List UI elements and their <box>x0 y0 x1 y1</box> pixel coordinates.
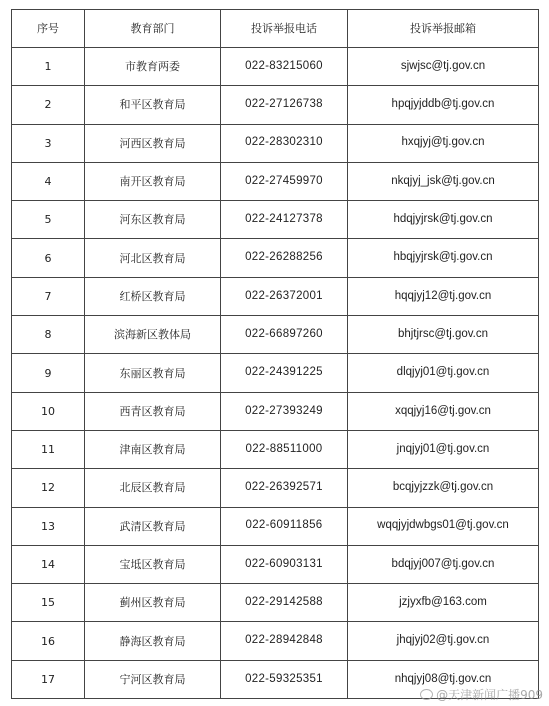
row-email: hxqjyj@tj.gov.cn <box>348 124 539 162</box>
row-email: jhqjyj02@tj.gov.cn <box>348 622 539 660</box>
row-department: 滨海新区教体局 <box>85 316 221 354</box>
row-index: 1 <box>12 48 85 86</box>
row-department: 宁河区教育局 <box>85 660 221 698</box>
table-row <box>12 354 539 392</box>
table-row <box>12 201 539 239</box>
row-phone: 022-66897260 <box>221 316 348 354</box>
row-department: 红桥区教育局 <box>85 277 221 315</box>
row-email: wqqjyjdwbgs01@tj.gov.cn <box>348 507 539 545</box>
row-index: 6 <box>12 239 85 277</box>
header-index: 序号 <box>12 10 85 48</box>
row-phone: 022-26392571 <box>221 469 348 507</box>
row-index: 15 <box>12 584 85 622</box>
table-row <box>12 469 539 507</box>
row-phone: 022-26288256 <box>221 239 348 277</box>
row-phone: 022-29142588 <box>221 584 348 622</box>
table-row <box>12 124 539 162</box>
row-index: 11 <box>12 430 85 468</box>
row-email: nkqjyj_jsk@tj.gov.cn <box>348 162 539 200</box>
row-index: 17 <box>12 660 85 698</box>
table-row <box>12 622 539 660</box>
row-department: 南开区教育局 <box>85 162 221 200</box>
row-index: 16 <box>12 622 85 660</box>
row-department: 津南区教育局 <box>85 430 221 468</box>
row-phone: 022-28942848 <box>221 622 348 660</box>
table-body <box>12 48 539 699</box>
row-phone: 022-83215060 <box>221 48 348 86</box>
row-phone: 022-26372001 <box>221 277 348 315</box>
row-department: 北辰区教育局 <box>85 469 221 507</box>
table-row <box>12 162 539 200</box>
row-index: 13 <box>12 507 85 545</box>
row-department: 静海区教育局 <box>85 622 221 660</box>
row-index: 9 <box>12 354 85 392</box>
row-department: 市教育两委 <box>85 48 221 86</box>
row-phone: 022-24127378 <box>221 201 348 239</box>
row-index: 7 <box>12 277 85 315</box>
row-department: 河西区教育局 <box>85 124 221 162</box>
table-row <box>12 430 539 468</box>
row-email: bcqjyjzzk@tj.gov.cn <box>348 469 539 507</box>
row-department: 蓟州区教育局 <box>85 584 221 622</box>
table-header-row <box>12 10 539 48</box>
table-row <box>12 86 539 124</box>
row-email: sjwjsc@tj.gov.cn <box>348 48 539 86</box>
row-email: hbqjyjrsk@tj.gov.cn <box>348 239 539 277</box>
row-email: hpqjyjddb@tj.gov.cn <box>348 86 539 124</box>
row-email: nhqjyj08@tj.gov.cn <box>348 660 539 698</box>
row-phone: 022-27393249 <box>221 392 348 430</box>
row-index: 8 <box>12 316 85 354</box>
row-phone: 022-27126738 <box>221 86 348 124</box>
row-phone: 022-59325351 <box>221 660 348 698</box>
row-email: hqqjyj12@tj.gov.cn <box>348 277 539 315</box>
row-department: 河北区教育局 <box>85 239 221 277</box>
row-department: 和平区教育局 <box>85 86 221 124</box>
watermark <box>420 686 543 703</box>
table-row <box>12 48 539 86</box>
table-row <box>12 392 539 430</box>
row-phone: 022-88511000 <box>221 430 348 468</box>
row-department: 河东区教育局 <box>85 201 221 239</box>
complaint-contacts-table <box>11 9 539 699</box>
row-phone: 022-60911856 <box>221 507 348 545</box>
row-email: jzjyxfb@163.com <box>348 584 539 622</box>
row-email: jnqjyj01@tj.gov.cn <box>348 430 539 468</box>
row-index: 4 <box>12 162 85 200</box>
row-index: 14 <box>12 545 85 583</box>
row-department: 西青区教育局 <box>85 392 221 430</box>
table-row <box>12 545 539 583</box>
row-email: hdqjyjrsk@tj.gov.cn <box>348 201 539 239</box>
weibo-icon <box>420 689 433 700</box>
row-email: dlqjyj01@tj.gov.cn <box>348 354 539 392</box>
header-phone: 投诉举报电话 <box>221 10 348 48</box>
header-department: 教育部门 <box>85 10 221 48</box>
table-row <box>12 316 539 354</box>
table-row <box>12 277 539 315</box>
row-phone: 022-24391225 <box>221 354 348 392</box>
table-row <box>12 239 539 277</box>
row-index: 5 <box>12 201 85 239</box>
row-index: 10 <box>12 392 85 430</box>
table-row <box>12 507 539 545</box>
table-row <box>12 584 539 622</box>
row-email: bdqjyj007@tj.gov.cn <box>348 545 539 583</box>
row-index: 12 <box>12 469 85 507</box>
row-department: 武清区教育局 <box>85 507 221 545</box>
row-phone: 022-28302310 <box>221 124 348 162</box>
row-department: 宝坻区教育局 <box>85 545 221 583</box>
row-index: 2 <box>12 86 85 124</box>
watermark-text: @天津新闻广播909 <box>436 688 543 702</box>
row-email: bhjtjrsc@tj.gov.cn <box>348 316 539 354</box>
row-phone: 022-60903131 <box>221 545 348 583</box>
row-department: 东丽区教育局 <box>85 354 221 392</box>
row-phone: 022-27459970 <box>221 162 348 200</box>
row-email: xqqjyj16@tj.gov.cn <box>348 392 539 430</box>
header-email: 投诉举报邮箱 <box>348 10 539 48</box>
row-index: 3 <box>12 124 85 162</box>
